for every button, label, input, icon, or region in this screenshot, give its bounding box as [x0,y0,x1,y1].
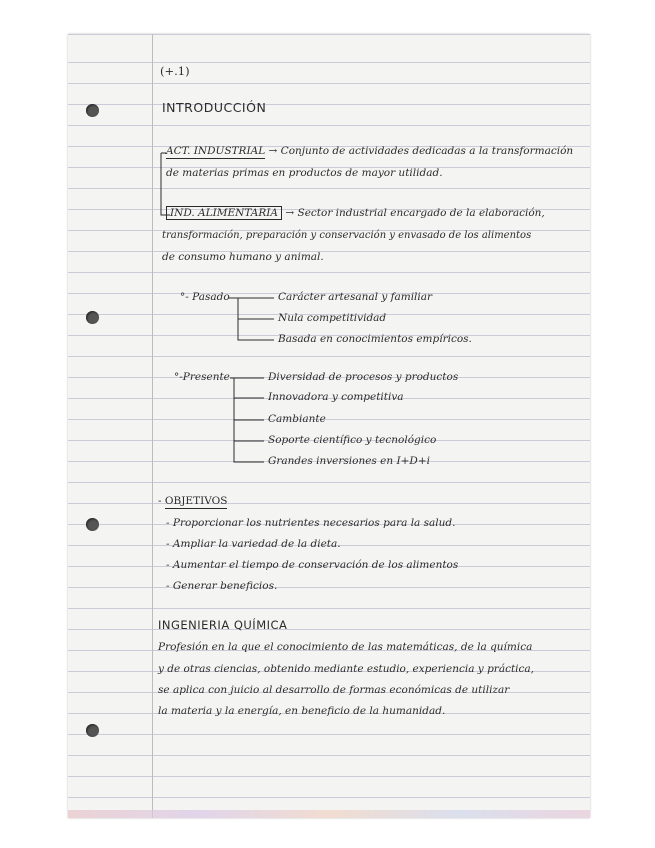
act-industrial-definition-2: de materias primas en productos de mayor utilidad. [166,167,443,179]
objetivos-title: - OBJETIVOS [158,495,228,507]
presente-label: °-Presente [174,371,230,383]
presente-item: Innovadora y competitiva [268,391,404,403]
objetivo-item: - Aumentar el tiempo de conservación de los alimentos [166,559,459,571]
pasado-item: Carácter artesanal y familiar [278,291,433,303]
notebook-page [68,34,590,818]
objetivos-title-text: OBJETIVOS [164,495,228,507]
presente-item: Diversidad de procesos y productos [268,371,459,383]
ind-alimentaria-label: IND. ALIMENTARIA [166,206,282,220]
pasado-item: Nula competitividad [278,312,387,324]
ind-alimentaria-definition-3: de consumo humano y animal. [162,251,324,263]
ingenieria-line: y de otras ciencias, obtenido mediante estudio, experiencia y práctica, [158,663,535,675]
ingenieria-line: la materia y la energía, en beneficio de la humanidad. [158,705,446,717]
page-bottom-edge [68,810,590,818]
ingenieria-line: Profesión en la que el conocimiento de las matemáticas, de la química [158,641,533,653]
ingenieria-title: INGENIERIA QUÍMICA [158,618,288,632]
ingenieria-line: se aplica con juicio al desarrollo de formas económicas de utilizar [158,684,510,696]
presente-item: Grandes inversiones en I+D+i [268,455,430,467]
objetivo-item: - Generar beneficios. [166,580,278,592]
arrow-right-icon: → [285,207,298,219]
objetivo-item: - Ampliar la variedad de la dieta. [166,538,341,550]
page-number: (+.1) [160,64,190,78]
presente-item: Cambiante [268,413,326,425]
page-title: INTRODUCCIÓN [162,100,267,115]
act-industrial-label: ACT. INDUSTRIAL [166,145,266,157]
arrow-right-icon: → [268,145,281,157]
act-industrial-definition-1: Conjunto de actividades dedicadas a la transformación [280,145,574,157]
bracket-diagram [68,34,590,818]
objetivo-item: - Proporcionar los nutrientes necesarios para la salud. [166,517,456,529]
pasado-item: Basada en conocimientos empíricos. [278,333,472,345]
ind-alimentaria-definition-2: transformación, preparación y conservación y envasado de los alimentos [162,230,532,241]
ind-alimentaria-definition-1: Sector industrial encargado de la elaboración, [297,207,545,219]
presente-item: Soporte científico y tecnológico [268,434,437,446]
pasado-label: °- Pasado [180,291,230,303]
